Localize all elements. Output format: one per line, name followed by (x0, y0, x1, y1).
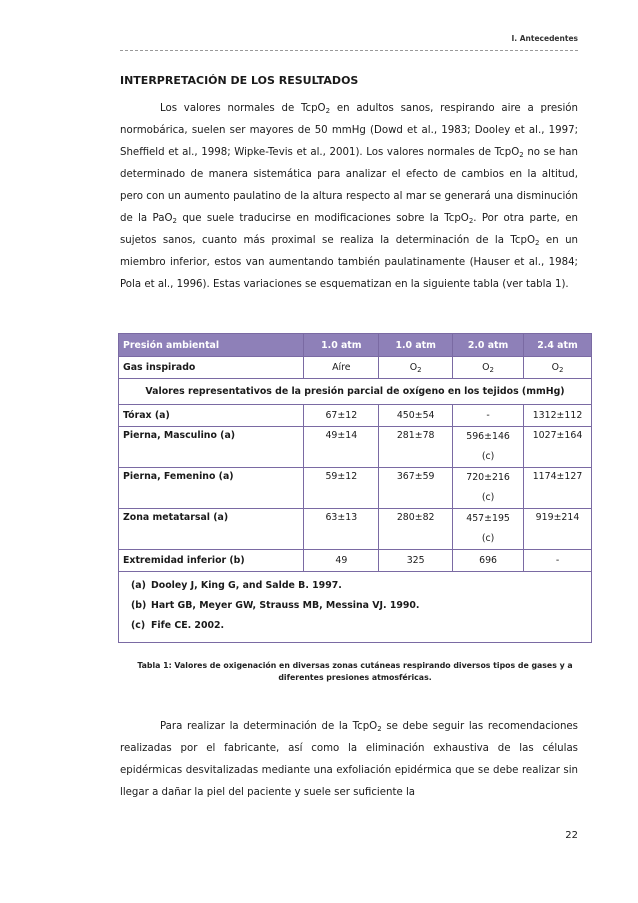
reference-marker: (b) (131, 600, 147, 611)
references-cell (119, 572, 592, 643)
row-label: Pierna, Masculino (a) (119, 427, 304, 468)
reference-text: Fife CE. 2002. (151, 620, 225, 631)
section-label: Valores representativos de la presión parcial de oxígeno en los tejidos (mmHg) (119, 379, 592, 405)
subscript: 2 (535, 239, 540, 247)
paragraph-text: se debe seguir las recomendaciones realizadas por el fabricante, así como la eliminación exhaustiva de las células epidérmicas desvitalizadas mediante una exfoliación epidérmica que se debe realizar sin llegar a dañar la piel del paciente y suele ser suficiente la (120, 721, 578, 798)
section-row (119, 379, 592, 405)
subscript: 2 (172, 217, 177, 225)
table-cell (453, 357, 524, 379)
table-cell: - (524, 550, 592, 572)
row-label: Tórax (a) (119, 405, 304, 427)
paragraph-text: . Por otra parte, en sujetos sanos, cuanto más proximal se realiza la determinación de la TcpO (120, 213, 578, 246)
table-cell: 280±82 (379, 509, 453, 550)
table-cell: 325 (379, 550, 453, 572)
subscript: 2 (417, 366, 422, 374)
table-cell: 367±59 (379, 468, 453, 509)
table-cell: - (453, 405, 524, 427)
table-row (119, 550, 592, 572)
paragraph-text: en un miembro inferior, estos van aumentando también paulatinamente (Hauser et al., 1984; Pola et al., 1996). Estas variaciones se esquematizan en la siguiente tabla (ver tabla 1). (120, 235, 578, 290)
subscript: 2 (489, 366, 494, 374)
reference-marker: (a) (131, 580, 146, 591)
table-header-cell: 2.4 atm (524, 334, 592, 357)
row-label: Pierna, Femenino (a) (119, 468, 304, 509)
subscript: 2 (519, 151, 524, 159)
cell-text: O (409, 362, 418, 373)
table-cell: 67±12 (304, 405, 379, 427)
oxygen-values-table (118, 333, 592, 643)
table-cell: 49±14 (304, 427, 379, 468)
table-cell: 1027±164 (524, 427, 592, 468)
cell-text: 457±195 (466, 513, 510, 524)
cell-note: (c) (481, 492, 495, 503)
reference-text: Dooley J, King G, and Salde B. 1997. (151, 580, 342, 591)
row-label: Gas inspirado (119, 357, 304, 379)
reference-item (131, 616, 585, 636)
row-label: Zona metatarsal (a) (119, 509, 304, 550)
reference-marker: (c) (131, 620, 146, 631)
table-cell: 49 (304, 550, 379, 572)
table-cell: 281±78 (379, 427, 453, 468)
subscript: 2 (325, 107, 331, 115)
page-number: 22 (565, 830, 578, 841)
paragraph-text: en adultos sanos, respirando aire a presión normobárica, suelen ser mayores de 50 mmHg (Dowd et al., 1983; Dooley et al., 1997; Sheffield et al., 1998; Wipke-Tevis et al., 2001). Los valores normales de TcpO (120, 103, 578, 158)
header-rule (120, 50, 578, 51)
paragraph-text: no se han determinado de manera sistemática para analizar el efecto de cambios en la altitud, pero con un aumento paulatino de la altura respecto al mar se generará una disminución de la PaO (120, 147, 578, 224)
table-cell: 450±54 (379, 405, 453, 427)
table-cell: 59±12 (304, 468, 379, 509)
references-row (119, 572, 592, 643)
section-title: INTERPRETACIÓN DE LOS RESULTADOS (120, 74, 359, 87)
gas-row (119, 357, 592, 379)
subscript: 2 (377, 725, 382, 733)
cell-note: (c) (481, 451, 495, 462)
paragraph-2 (120, 716, 578, 804)
cell-text: 596±146 (466, 431, 510, 442)
table-cell (453, 468, 524, 509)
table-cell (453, 427, 524, 468)
row-label: Extremidad inferior (b) (119, 550, 304, 572)
table-header-cell: 1.0 atm (379, 334, 453, 357)
cell-text: O (551, 362, 559, 373)
table-row (119, 405, 592, 427)
table-cell (379, 357, 453, 379)
table-caption: Tabla 1: Valores de oxigenación en diversas zonas cutáneas respirando diversos tipos de gases y a diferentes presiones atmosféricas. (137, 661, 573, 682)
table-row (119, 509, 592, 550)
cell-text: O (482, 362, 490, 373)
subscript: 2 (558, 366, 564, 374)
table-cell: Aíre (304, 357, 379, 379)
reference-text: Hart GB, Meyer GW, Strauss MB, Messina VJ. 1990. (151, 600, 420, 611)
table-cell: 696 (453, 550, 524, 572)
table-cell (524, 357, 592, 379)
reference-item (131, 596, 585, 616)
reference-item (131, 576, 585, 596)
paragraph-text: Para realizar la determinación de la TcpO (160, 721, 378, 732)
table-header-cell: 2.0 atm (453, 334, 524, 357)
table-row (119, 468, 592, 509)
subscript: 2 (468, 217, 474, 225)
table-row (119, 427, 592, 468)
table-cell: 1312±112 (524, 405, 592, 427)
table-cell: 919±214 (524, 509, 592, 550)
running-head: I. Antecedentes (511, 34, 578, 43)
table-cell (453, 509, 524, 550)
table-cell: 1174±127 (524, 468, 592, 509)
cell-text: 720±216 (466, 472, 510, 483)
table-header-cell: 1.0 atm (304, 334, 379, 357)
table-header-cell: Presión ambiental (119, 334, 304, 357)
paragraph-1 (120, 98, 578, 296)
paragraph-text: Los valores normales de TcpO (160, 103, 326, 114)
cell-note: (c) (481, 533, 495, 544)
paragraph-text: que suele traducirse en modificaciones sobre la TcpO (176, 213, 469, 224)
table-cell: 63±13 (304, 509, 379, 550)
table-header-row (119, 334, 592, 357)
